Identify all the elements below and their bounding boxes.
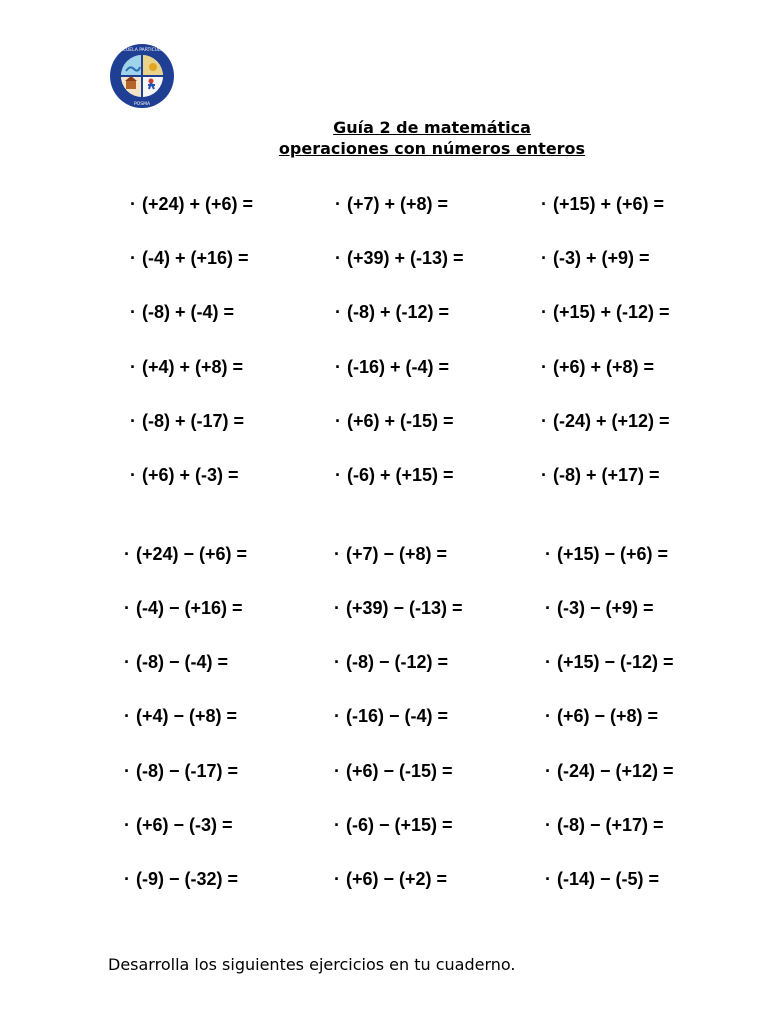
exercise-item: · (-9) − (-32) = [124, 869, 239, 889]
exercise-item: · (-14) − (-5) = [545, 869, 660, 889]
exercise-item: · (+7) − (+8) = [334, 544, 448, 564]
exercise-item: · (+15) − (-12) = [545, 652, 674, 672]
exercise-item: · (-8) − (-17) = [124, 761, 239, 781]
exercise-item: · (-8) + (-12) = [335, 302, 450, 322]
exercise-item: · (-8) + (+17) = [541, 465, 660, 485]
exercise-item: · (-8) + (-17) = [130, 411, 245, 431]
subtitle-line: operaciones con números enteros [278, 139, 586, 158]
exercise-item: · (+15) + (-12) = [541, 302, 670, 322]
exercise-item: · (-24) + (+12) = [541, 411, 670, 431]
exercise-item: · (+6) − (+2) = [334, 869, 448, 889]
school-emblem-icon [109, 43, 175, 109]
exercise-item: · (+39) + (-13) = [335, 248, 464, 268]
exercise-item: · (+24) − (+6) = [124, 544, 248, 564]
exercise-item: · (+6) − (-15) = [334, 761, 453, 781]
exercise-item: · (-4) − (+16) = [124, 598, 243, 618]
exercise-item: · (+7) + (+8) = [335, 194, 449, 214]
exercise-item: · (-4) + (+16) = [130, 248, 249, 268]
page-title [0, 117, 768, 159]
exercise-item: · (+6) + (-15) = [335, 411, 454, 431]
exercise-item: · (+6) + (+8) = [541, 357, 655, 377]
exercise-item: · (+15) + (+6) = [541, 194, 665, 214]
exercise-item: · (-24) − (+12) = [545, 761, 674, 781]
exercise-item: · (+6) − (+8) = [545, 706, 659, 726]
exercise-item: · (-8) − (-4) = [124, 652, 229, 672]
exercise-item: · (-3) + (+9) = [541, 248, 650, 268]
exercise-item: · (-6) − (+15) = [334, 815, 453, 835]
exercise-item: · (+39) − (-13) = [334, 598, 463, 618]
exercise-item: · (-6) + (+15) = [335, 465, 454, 485]
exercise-item: · (-3) − (+9) = [545, 598, 654, 618]
exercise-item: · (-8) + (-4) = [130, 302, 235, 322]
exercise-item: · (+15) − (+6) = [545, 544, 669, 564]
exercise-item: · (+6) − (-3) = [124, 815, 233, 835]
instruction-text: Desarrolla los siguientes ejercicios en tu cuaderno. [108, 955, 516, 974]
exercise-item: · (-8) − (+17) = [545, 815, 664, 835]
exercise-item: · (-16) + (-4) = [335, 357, 450, 377]
exercise-item: · (-16) − (-4) = [334, 706, 449, 726]
exercise-item: · (-8) − (-12) = [334, 652, 449, 672]
emblem-top-text: ESCUELA PARTICULAR [117, 48, 167, 53]
exercise-item: · (+6) + (-3) = [130, 465, 239, 485]
exercise-item: · (+4) + (+8) = [130, 357, 244, 377]
emblem-bottom-text: POSMA [133, 102, 151, 107]
exercise-item: · (+24) + (+6) = [130, 194, 254, 214]
title-line: Guía 2 de matemática [333, 118, 531, 137]
exercise-item: · (+4) − (+8) = [124, 706, 238, 726]
